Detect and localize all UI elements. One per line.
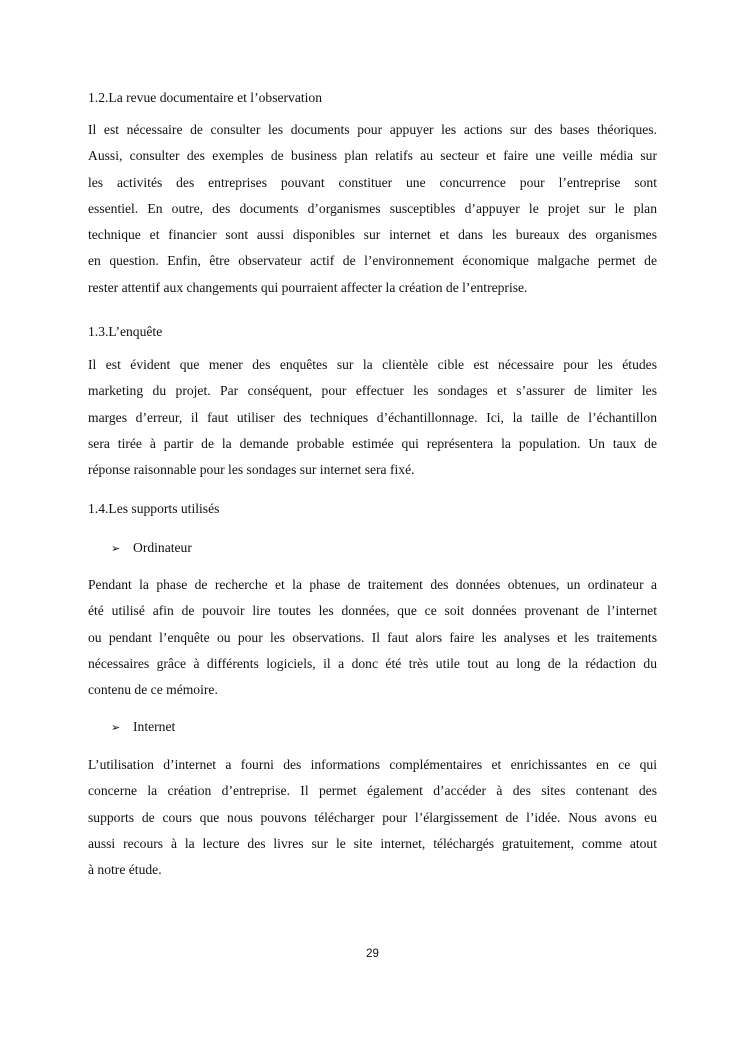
text-line: technique et financier sont aussi disponibles sur internet et dans les bureaux des organismes xyxy=(88,227,657,243)
paragraph-revue-documentaire xyxy=(88,117,657,301)
text-line: Il est nécessaire de consulter les documents pour appuyer les actions sur des bases théoriques. xyxy=(88,122,657,137)
text-line: Pendant la phase de recherche et la phase de traitement des données obtenues, un ordinateur a xyxy=(88,577,657,592)
paragraph-enquete xyxy=(88,352,657,483)
text-line: été utilisé afin de pouvoir lire toutes les données, que ce soit données provenant de l’internet xyxy=(88,603,657,619)
text-line: Aussi, consulter des exemples de business plan relatifs au secteur et faire une veille média sur xyxy=(88,148,657,164)
paragraph-internet xyxy=(88,752,657,883)
heading-1-3: 1.3.L’enquête xyxy=(88,324,163,339)
bullet-label: Ordinateur xyxy=(133,540,192,555)
text-line: à notre étude. xyxy=(88,862,162,878)
text-line: sera tirée à partir de la demande probable estimée qui représentera la population. Un taux de xyxy=(88,435,657,451)
text-line: marketing du projet. Par conséquent, pour effectuer les sondages et s’assurer de limiter les xyxy=(88,383,657,399)
text-line: aussi recours à la lecture des livres sur le site internet, téléchargés gratuitement, comme atout xyxy=(88,835,657,851)
text-line: essentiel. En outre, des documents d’organismes susceptibles d’appuyer le projet sur le plan xyxy=(88,200,657,216)
text-line: contenu de ce mémoire. xyxy=(88,682,218,698)
text-line: les activités des entreprises pouvant constituer une concurrence pour l’entreprise sont xyxy=(88,174,657,190)
text-line: Il est évident que mener des enquêtes sur la clientèle cible est nécessaire pour les études xyxy=(88,357,657,372)
arrow-bullet-icon: ➢ xyxy=(111,543,121,555)
heading-1-2: 1.2.La revue documentaire et l’observation xyxy=(88,90,323,105)
text-line: nécessaires grâce à différents logiciels, il a donc été très utile tout au long de la rédaction du xyxy=(88,655,657,671)
text-line: L’utilisation d’internet a fourni des informations complémentaires et enrichissantes en ce qui xyxy=(88,757,657,772)
heading-1-4: 1.4.Les supports utilisés xyxy=(88,501,220,516)
bullet-internet xyxy=(111,714,175,741)
page-number: 29 xyxy=(366,948,379,960)
text-line: supports de cours que nous pouvons télécharger pour l’élargissement de l’idée. Nous avons eu xyxy=(88,809,657,825)
text-line: marges d’erreur, il faut utiliser des techniques d’échantillonnage. Ici, la taille de l’échantillon xyxy=(88,409,657,425)
bullet-label: Internet xyxy=(133,719,176,734)
arrow-bullet-icon: ➢ xyxy=(111,722,121,734)
text-line: en question. Enfin, être observateur actif de l’environnement économique malgache permet de xyxy=(88,253,657,269)
text-line: concerne la création d’entreprise. Il permet également d’accéder à des sites contenant des xyxy=(88,783,657,799)
paragraph-ordinateur xyxy=(88,572,657,703)
text-line: rester attentif aux changements qui pourraient affecter la création de l’entreprise. xyxy=(88,279,528,295)
bullet-ordinateur xyxy=(111,535,192,562)
text-line: réponse raisonnable pour les sondages sur internet sera fixé. xyxy=(88,462,415,478)
text-line: ou pendant l’enquête ou pour les observations. Il faut alors faire les analyses et les traitements xyxy=(88,629,657,645)
